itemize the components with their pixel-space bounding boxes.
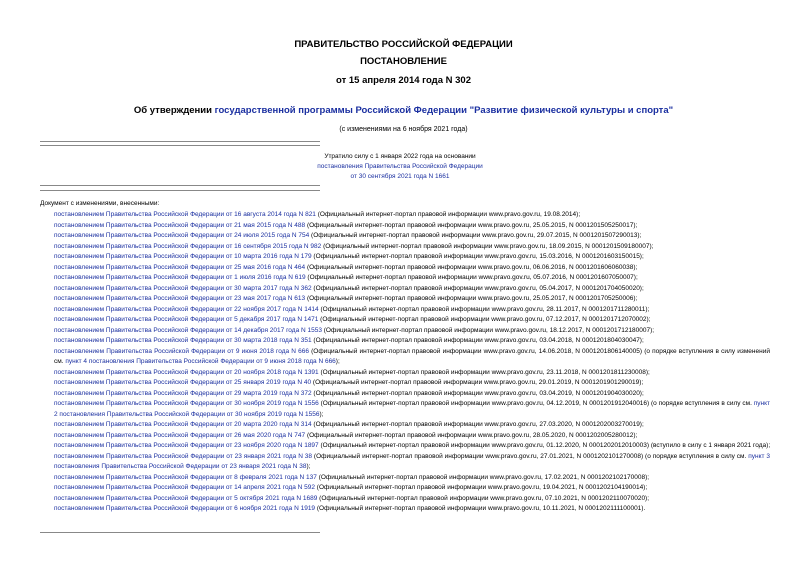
amendment-source: (Официальный интернет-портал правовой информации www.pravo.gov.ru, 14.06.2018, N 0001201806140005) (о порядке вступления в силу изменений см. (54, 347, 770, 365)
document-date-number: от 15 апреля 2014 года N 302 (336, 75, 471, 86)
amendment-link[interactable]: постановлением Правительства Российской Федерации от 30 марта 2017 года N 362 (54, 284, 312, 292)
amendment-item (40, 231, 770, 242)
amendment-source: (Официальный интернет-портал правовой информации www.pravo.gov.ru, 06.06.2016, N 0001201606060038); (305, 263, 638, 271)
amendment-link[interactable]: постановлением Правительства Российской Федерации от 9 июня 2018 года N 666 (54, 347, 309, 355)
amendment-source: (Официальный интернет-портал правовой информации www.pravo.gov.ru, 03.04.2019, N 0001201904030020); (311, 389, 644, 397)
amendment-link[interactable]: постановлением Правительства Российской Федерации от 16 сентября 2015 года N 982 (54, 242, 322, 250)
amendment-link[interactable]: постановлением Правительства Российской Федерации от 10 марта 2016 года N 179 (54, 253, 312, 260)
amendment-link[interactable]: постановлением Правительства Российской Федерации от 24 июля 2015 года N 754 (54, 232, 310, 239)
amendment-clause-link[interactable]: пункт 2 постановления Правительства Российской Федерации от 30 ноября 2019 года N 1556 (54, 400, 770, 418)
divider (40, 190, 320, 191)
lost-force-notice (290, 152, 510, 181)
amendment-link[interactable]: постановлением Правительства Российской Федерации от 26 мая 2020 года N 747 (54, 431, 306, 439)
amendment-source: (Официальный интернет-портал правовой информации www.pravo.gov.ru, 10.11.2021, N 0001202111100001). (315, 505, 646, 512)
amendment-source: (Официальный интернет-портал правовой информации www.pravo.gov.ru, 29.07.2015, N 0001201507290013); (309, 232, 642, 239)
amendment-tail: ); (306, 463, 311, 470)
amendments-intro: Документ с изменениями, внесенными: (40, 200, 160, 207)
amendment-link[interactable]: постановлением Правительства Российской Федерации от 25 мая 2016 года N 464 (54, 263, 306, 271)
amendment-item (40, 284, 770, 295)
amendment-item (40, 305, 770, 316)
document-type: ПОСТАНОВЛЕНИЕ (360, 56, 447, 67)
amendment-item (40, 210, 770, 221)
document-subject (0, 105, 807, 116)
amendment-clause-link[interactable]: пункт 4 постановления Правительства Российской Федерации от 9 июня 2018 года N 666 (65, 358, 336, 365)
amendment-link[interactable]: постановлением Правительства Российской Федерации от 16 августа 2014 года N 821 (54, 211, 316, 218)
amendment-source: (Официальный интернет-портал правовой информации www.pravo.gov.ru, 03.04.2018, N 0001201804030047); (311, 337, 644, 344)
amendment-source: (Официальный интернет-портал правовой информации www.pravo.gov.ru, 07.12.2017, N 0001201712070002); (318, 316, 651, 323)
amendment-source: (Официальный интернет-портал правовой информации www.pravo.gov.ru, 27.03.2020, N 0001202003270019); (311, 421, 644, 428)
amendment-clause-link[interactable]: пункт 3 постановления Правительства Российской Федерации от 23 января 2021 года N 38 (54, 452, 770, 470)
amendment-link[interactable]: постановлением Правительства Российской Федерации от 20 марта 2020 года N 314 (54, 421, 312, 428)
amendment-tail: ); (335, 358, 340, 365)
amendment-source: (Официальный интернет-портал правовой информации www.pravo.gov.ru, 18.09.2015, N 0001201509180007); (321, 242, 654, 250)
amendment-item (40, 483, 770, 494)
amendment-link[interactable]: постановлением Правительства Российской Федерации от 30 ноября 2019 года N 1556 (54, 400, 319, 407)
amendment-source: (Официальный интернет-портал правовой информации www.pravo.gov.ru, 25.05.2015, N 0001201505250017); (305, 221, 638, 229)
amendment-link[interactable]: постановлением Правительства Российской Федерации от 14 декабря 2017 года N 1553 (54, 326, 322, 334)
amendment-item (40, 378, 770, 389)
amendment-source: (Официальный интернет-портал правовой информации www.pravo.gov.ru, 15.03.2016, N 0001201603150015); (311, 253, 644, 260)
amendment-source: (Официальный интернет-портал правовой информации www.pravo.gov.ru, 18.12.2017, N 0001201712180007); (321, 326, 655, 334)
divider (40, 141, 320, 142)
amendment-link[interactable]: постановлением Правительства Российской Федерации от 20 ноября 2018 года N 1391 (54, 368, 319, 376)
amendment-item (40, 273, 770, 284)
amendment-item (40, 221, 770, 232)
issuer-title: ПРАВИТЕЛЬСТВО РОССИЙСКОЙ ФЕДЕРАЦИИ (294, 39, 513, 50)
amendment-tail: ); (319, 410, 324, 418)
amendment-source: (Официальный интернет-портал правовой информации www.pravo.gov.ru, 04.12.2019, N 0001201912040016) (о порядке вступления в силу см. (318, 400, 754, 407)
amendment-link[interactable]: постановлением Правительства Российской Федерации от 29 марта 2019 года N 372 (54, 389, 312, 397)
amendment-item (40, 389, 770, 400)
subject-prefix: Об утверждении (133, 105, 215, 116)
amendment-source: (Официальный интернет-портал правовой информации www.pravo.gov.ru, 07.10.2021, N 0001202110070020); (317, 494, 650, 502)
amendment-source: (Официальный интернет-портал правовой информации www.pravo.gov.ru, 19.08.2014); (315, 211, 581, 218)
amendment-link[interactable]: постановлением Правительства Российской Федерации от 22 ноября 2017 года N 1414 (54, 305, 319, 313)
amendment-link[interactable]: постановлением Правительства Российской Федерации от 14 апреля 2021 года N 592 (54, 484, 315, 491)
amendment-source: (Официальный интернет-портал правовой информации www.pravo.gov.ru, 25.05.2017, N 0001201705250006); (305, 295, 638, 302)
amendment-item (40, 368, 770, 379)
amendment-item (40, 347, 770, 368)
lost-force-text: Утратило силу с 1 января 2022 года на основании (324, 153, 476, 160)
amendment-source: (Официальный интернет-портал правовой информации www.pravo.gov.ru, 28.05.2020, N 0001202005280012); (305, 431, 638, 439)
amendment-link[interactable]: постановлением Правительства Российской Федерации от 23 ноября 2020 года N 1897 (54, 442, 319, 449)
amendment-item (40, 242, 770, 253)
amendment-link[interactable]: постановлением Правительства Российской Федерации от 21 мая 2015 года N 488 (54, 221, 306, 229)
amendment-link[interactable]: постановлением Правительства Российской Федерации от 5 октября 2021 года N 1689 (54, 494, 318, 502)
amendment-item (40, 336, 770, 347)
amendment-source: (Официальный интернет-портал правовой информации www.pravo.gov.ru, 05.04.2017, N 0001201704050020); (311, 284, 644, 292)
program-link[interactable]: государственной программы Российской Федерации "Развитие физической культуры и спорта" (214, 105, 674, 116)
amendment-item (40, 326, 770, 337)
amendment-link[interactable]: постановлением Правительства Российской Федерации от 5 декабря 2017 года N 1471 (54, 316, 319, 323)
divider (40, 145, 320, 146)
amendment-link[interactable]: постановлением Правительства Российской Федерации от 23 мая 2017 года N 613 (54, 295, 306, 302)
amendment-source: (Официальный интернет-портал правовой информации www.pravo.gov.ru, 29.01.2019, N 0001201901290019); (311, 379, 644, 386)
amendment-item (40, 294, 770, 305)
amendment-source: (Официальный интернет-портал правовой информации www.pravo.gov.ru, 27.01.2021, N 0001202101270008) (о порядке вступления в силу см. (312, 452, 749, 460)
lost-force-link[interactable]: постановления Правительства Российской Федерации (317, 162, 483, 170)
amendment-link[interactable]: постановлением Правительства Российской Федерации от 8 февраля 2021 года N 137 (54, 473, 317, 481)
lost-force-link-date[interactable]: от 30 сентября 2021 года N 1661 (350, 172, 450, 180)
divider (40, 185, 320, 186)
amendment-source: (Официальный интернет-портал правовой информации www.pravo.gov.ru, 01.12.2020, N 0001202012010003) (вступило в силу с 1 января 2021 года); (318, 442, 771, 449)
amendment-item (40, 441, 770, 452)
amendment-item (40, 431, 770, 442)
amendment-item (40, 494, 770, 505)
changes-note: (с изменениями на 6 ноября 2021 года) (339, 126, 468, 133)
amendment-source: (Официальный интернет-портал правовой информации www.pravo.gov.ru, 05.07.2016, N 0001201607050007); (305, 274, 638, 281)
amendments-list (40, 210, 770, 515)
amendment-source: (Официальный интернет-портал правовой информации www.pravo.gov.ru, 23.11.2018, N 0001201811230008); (318, 368, 650, 376)
amendment-link[interactable]: постановлением Правительства Российской Федерации от 1 июля 2016 года N 619 (54, 274, 306, 281)
amendment-source: (Официальный интернет-портал правовой информации www.pravo.gov.ru, 17.02.2021, N 0001202102170008); (316, 473, 650, 481)
amendment-item (40, 473, 770, 484)
amendment-source: (Официальный интернет-портал правовой информации www.pravo.gov.ru, 28.11.2017, N 0001201711280011); (318, 305, 650, 313)
amendment-link[interactable]: постановлением Правительства Российской Федерации от 23 января 2021 года N 38 (54, 452, 313, 460)
amendment-item (40, 452, 770, 473)
amendment-source: (Официальный интернет-портал правовой информации www.pravo.gov.ru, 19.04.2021, N 0001202104190014); (315, 484, 648, 491)
divider (40, 532, 320, 533)
amendment-item (40, 420, 770, 431)
amendment-link[interactable]: постановлением Правительства Российской Федерации от 25 января 2019 года N 40 (54, 379, 312, 386)
amendment-item (40, 263, 770, 274)
amendment-item (40, 399, 770, 420)
amendment-item (40, 252, 770, 263)
amendment-item (40, 504, 770, 515)
amendment-item (40, 315, 770, 326)
amendment-link[interactable]: постановлением Правительства Российской Федерации от 30 марта 2018 года N 351 (54, 337, 312, 344)
amendment-link[interactable]: постановлением Правительства Российской Федерации от 6 ноября 2021 года N 1919 (54, 505, 316, 512)
